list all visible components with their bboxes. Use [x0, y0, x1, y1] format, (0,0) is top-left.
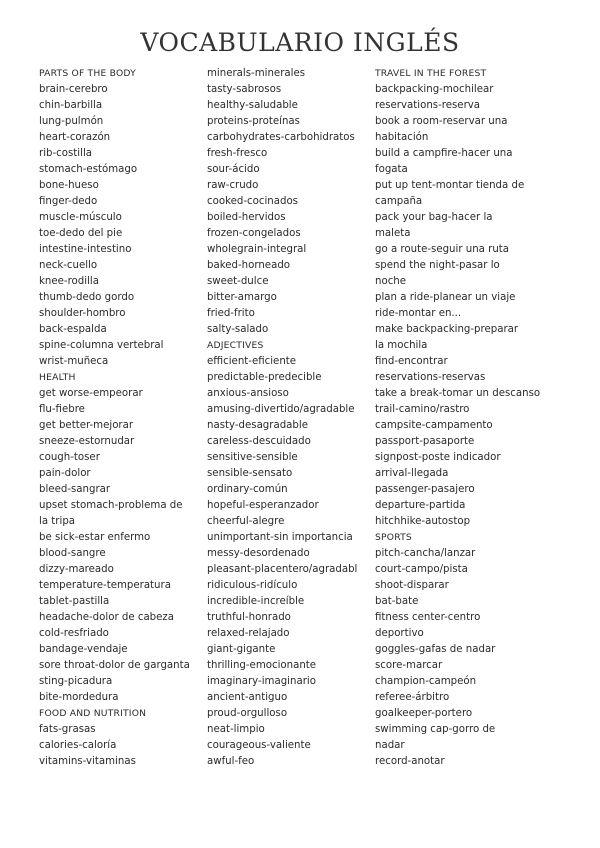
- vocab-entry: blood-sangre: [39, 548, 106, 559]
- vocab-entry: cold-resfriado: [39, 628, 109, 639]
- vocab-entry: thrilling-emocionante: [207, 660, 317, 671]
- vocab-entry: la mochila: [375, 340, 428, 351]
- vocab-entry: pitch-cancha/lanzar: [375, 548, 476, 559]
- section-heading: FOOD AND NUTRITION: [39, 708, 147, 719]
- vocab-entry: neck-cuello: [39, 260, 98, 271]
- vocab-entry: ride-montar en...: [375, 308, 462, 319]
- vocab-entry: bone-hueso: [39, 180, 99, 191]
- vocab-entry: stomach-estómago: [39, 164, 138, 175]
- vocab-entry: calories-caloría: [39, 740, 117, 751]
- vocab-entry: take a break-tomar un descanso: [375, 388, 540, 399]
- vocab-entry: bat-bate: [375, 596, 419, 607]
- vocab-entry: referee-árbitro: [375, 692, 450, 703]
- vocab-entry: passport-pasaporte: [375, 436, 475, 447]
- vocab-entry: proteins-proteínas: [207, 116, 300, 127]
- vocab-entry: habitación: [375, 132, 429, 143]
- section-heading: HEALTH: [39, 372, 76, 383]
- vocab-entry: brain-cerebro: [39, 84, 108, 95]
- vocab-entry: shoot-disparar: [375, 580, 449, 591]
- vocab-entry: thumb-dedo gordo: [39, 292, 135, 303]
- vocab-entry: fitness center-centro: [375, 612, 481, 623]
- vocab-entry: backpacking-mochilear: [375, 84, 494, 95]
- vocab-entry: be sick-estar enfermo: [39, 532, 151, 543]
- vocab-entry: make backpacking-preparar: [375, 324, 519, 335]
- vocab-entry: boiled-hervidos: [207, 212, 286, 223]
- vocab-entry: dizzy-mareado: [39, 564, 114, 575]
- vocab-entry: swimming cap-gorro de: [375, 724, 496, 735]
- vocab-entry: fresh-fresco: [207, 148, 268, 159]
- vocab-entry: back-espalda: [39, 324, 107, 335]
- vocab-entry: predictable-predecible: [207, 372, 322, 383]
- vocab-entry: raw-crudo: [207, 180, 259, 191]
- vocab-entry: chin-barbilla: [39, 100, 103, 111]
- vocab-entry: cheerful-alegre: [207, 516, 285, 527]
- vocab-entry: hopeful-esperanzador: [207, 500, 319, 511]
- vocab-entry: baked-horneado: [207, 260, 291, 271]
- vocab-entry: bite-mordedura: [39, 692, 119, 703]
- vocab-entry: amusing-divertido/agradable: [207, 404, 355, 415]
- vocab-entry: giant-gigante: [207, 644, 276, 655]
- vocab-entry: find-encontrar: [375, 356, 448, 367]
- column-1: [39, 66, 199, 770]
- vocab-entry: put up tent-montar tienda de: [375, 180, 525, 191]
- vocab-entry: lung-pulmón: [39, 116, 104, 127]
- section-heading: SPORTS: [375, 532, 412, 543]
- vocab-entry: maleta: [375, 228, 411, 239]
- vocab-entry: sore throat-dolor de garganta: [39, 660, 190, 671]
- vocab-entry: pain-dolor: [39, 468, 91, 479]
- vocab-entry: court-campo/pista: [375, 564, 468, 575]
- vocab-entry: go a route-seguir una ruta: [375, 244, 510, 255]
- vocab-entry: awful-feo: [207, 756, 255, 767]
- vocab-entry: record-anotar: [375, 756, 445, 767]
- vocab-entry: sour-ácido: [207, 164, 260, 175]
- vocab-entry: departure-partida: [375, 500, 466, 511]
- vocab-entry: sneeze-estornudar: [39, 436, 135, 447]
- vocab-entry: trail-camino/rastro: [375, 404, 470, 415]
- vocab-entry: bleed-sangrar: [39, 484, 111, 495]
- vocab-entry: sensitive-sensible: [207, 452, 298, 463]
- vocab-entry: neat-limpio: [207, 724, 265, 735]
- vocab-entry: proud-orgulloso: [207, 708, 288, 719]
- vocab-entry: flu-fiebre: [39, 404, 85, 415]
- vocab-entry: hitchhike-autostop: [375, 516, 471, 527]
- vocab-entry: frozen-congelados: [207, 228, 301, 239]
- section-heading: PARTS OF THE BODY: [39, 68, 136, 79]
- vocab-entry: wholegrain-integral: [207, 244, 307, 255]
- vocab-entry: nadar: [375, 740, 405, 751]
- vocab-entry: campaña: [375, 196, 423, 207]
- vocab-entry: toe-dedo del pie: [39, 228, 123, 239]
- vocab-entry: ordinary-común: [207, 484, 288, 495]
- vocab-entry: pleasant-placentero/agradabl: [207, 564, 357, 575]
- vocab-entry: plan a ride-planear un viaje: [375, 292, 516, 303]
- vocab-entry: truthful-honrado: [207, 612, 291, 623]
- vocab-entry: relaxed-relajado: [207, 628, 290, 639]
- vocab-entry: fried-frito: [207, 308, 255, 319]
- vocab-entry: goalkeeper-portero: [375, 708, 473, 719]
- vocab-entry: shoulder-hombro: [39, 308, 126, 319]
- vocab-entry: spend the night-pasar lo: [375, 260, 500, 271]
- page-title: VOCABULARIO INGLÉS: [140, 28, 460, 57]
- column-2: [207, 66, 357, 770]
- vocab-entry: muscle-músculo: [39, 212, 122, 223]
- vocab-entry: healthy-saludable: [207, 100, 298, 111]
- vocab-entry: upset stomach-problema de: [39, 500, 183, 511]
- vocab-entry: intestine-intestino: [39, 244, 132, 255]
- vocab-entry: wrist-muñeca: [39, 356, 109, 367]
- vocab-entry: get better-mejorar: [39, 420, 134, 431]
- vocab-entry: finger-dedo: [39, 196, 98, 207]
- vocab-entry: nasty-desagradable: [207, 420, 308, 431]
- vocab-entry: champion-campeón: [375, 676, 477, 687]
- vocab-entry: rib-costilla: [39, 148, 93, 159]
- vocab-entry: headache-dolor de cabeza: [39, 612, 175, 623]
- vocab-entry: sweet-dulce: [207, 276, 269, 287]
- vocab-entry: courageous-valiente: [207, 740, 311, 751]
- vocab-entry: minerals-minerales: [207, 68, 306, 79]
- vocab-entry: la tripa: [39, 516, 76, 527]
- vocab-entry: cooked-cocinados: [207, 196, 298, 207]
- vocab-entry: deportivo: [375, 628, 424, 639]
- vocab-entry: campsite-campamento: [375, 420, 493, 431]
- section-heading: ADJECTIVES: [207, 340, 264, 351]
- vocab-entry: carbohydrates-carbohidratos: [207, 132, 355, 143]
- vocab-entry: temperature-temperatura: [39, 580, 171, 591]
- column-3: [375, 66, 540, 770]
- vocab-entry: efficient-eficiente: [207, 356, 297, 367]
- vocab-entry: spine-columna vertebral: [39, 340, 164, 351]
- vocab-entry: sting-picadura: [39, 676, 113, 687]
- vocab-entry: signpost-poste indicador: [375, 452, 501, 463]
- vocab-entry: build a campfire-hacer una: [375, 148, 513, 159]
- vocab-entry: careless-descuidado: [207, 436, 311, 447]
- vocab-entry: goggles-gafas de nadar: [375, 644, 496, 655]
- vocab-entry: sensible-sensato: [207, 468, 293, 479]
- vocab-entry: fogata: [375, 164, 408, 175]
- vocab-entry: heart-corazón: [39, 132, 111, 143]
- vocab-entry: cough-toser: [39, 452, 100, 463]
- vocab-entry: noche: [375, 276, 407, 287]
- vocab-entry: passenger-pasajero: [375, 484, 475, 495]
- vocab-entry: vitamins-vitaminas: [39, 756, 136, 767]
- vocab-entry: knee-rodilla: [39, 276, 99, 287]
- vocab-entry: ancient-antiguo: [207, 692, 288, 703]
- section-heading: TRAVEL IN THE FOREST: [375, 68, 487, 79]
- vocab-entry: incredible-increíble: [207, 596, 305, 607]
- vocab-entry: get worse-empeorar: [39, 388, 143, 399]
- vocab-entry: imaginary-imaginario: [207, 676, 316, 687]
- vocab-entry: fats-grasas: [39, 724, 96, 735]
- vocab-entry: book a room-reservar una: [375, 116, 508, 127]
- vocab-entry: anxious-ansioso: [207, 388, 289, 399]
- vocab-entry: tasty-sabrosos: [207, 84, 282, 95]
- vocab-entry: pack your bag-hacer la: [375, 212, 493, 223]
- vocab-entry: messy-desordenado: [207, 548, 310, 559]
- vocab-entry: score-marcar: [375, 660, 443, 671]
- vocab-entry: ridiculous-ridículo: [207, 580, 298, 591]
- vocab-entry: salty-salado: [207, 324, 269, 335]
- vocab-entry: reservations-reserva: [375, 100, 481, 111]
- vocab-entry: reservations-reservas: [375, 372, 486, 383]
- vocab-entry: arrival-llegada: [375, 468, 449, 479]
- vocab-entry: bitter-amargo: [207, 292, 277, 303]
- vocab-entry: bandage-vendaje: [39, 644, 128, 655]
- vocab-entry: unimportant-sin importancia: [207, 532, 353, 543]
- vocab-entry: tablet-pastilla: [39, 596, 110, 607]
